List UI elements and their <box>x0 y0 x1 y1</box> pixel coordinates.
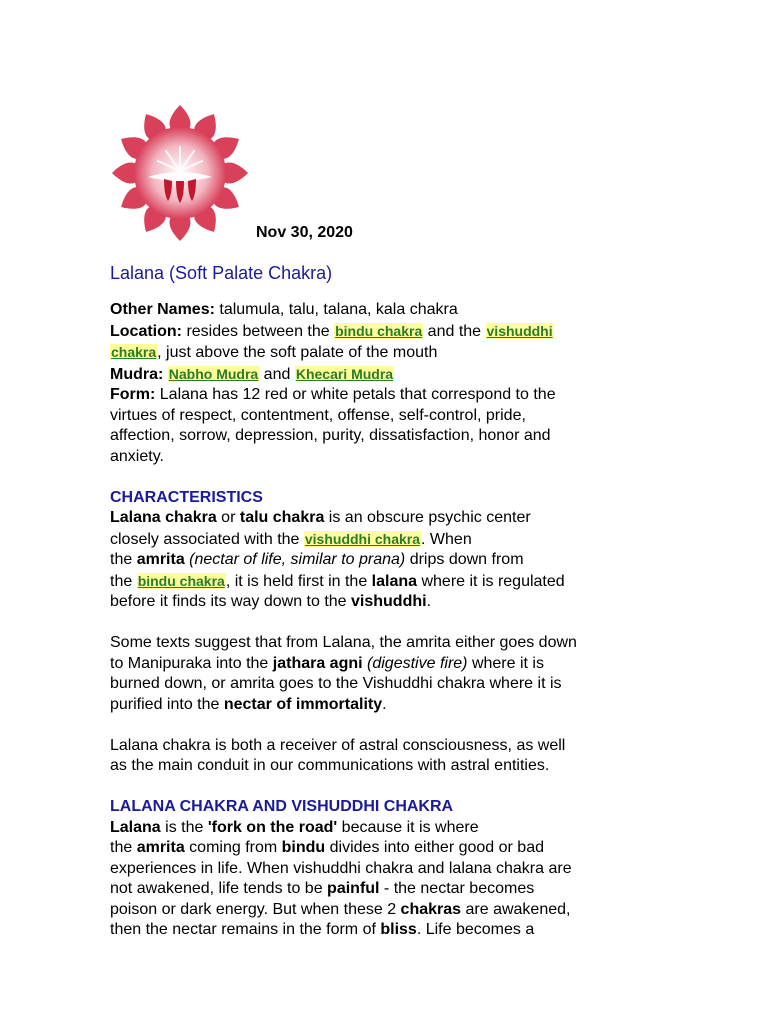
page-title: Lalana (Soft Palate Chakra) <box>110 263 333 283</box>
form-line: Form: Lalana has 12 red or white petals that correspond to the <box>110 386 556 403</box>
sec2-line-6: then the nectar remains in the form of bliss. Life becomes a <box>110 921 535 938</box>
para3-line-1: Lalana chakra is both a receiver of astral consciousness, as well <box>110 736 566 754</box>
nabho-mudra-link[interactable]: Nabho Mudra <box>168 365 259 382</box>
characteristics-heading: CHARACTERISTICS <box>110 488 263 506</box>
form-line-3: affection, sorrow, depression, purity, dissatisfaction, honor and <box>110 427 551 444</box>
location-line: Location: resides between the bindu chakra and the vishuddhi <box>110 322 553 340</box>
lotus-chakra-icon <box>108 103 252 243</box>
vishuddhi-chakra-link-cont[interactable]: chakra <box>111 344 157 360</box>
vishuddhi-chakra-link[interactable]: vishuddhi <box>486 322 553 339</box>
char-line-3: the amrita (nectar of life, similar to prana) drips down from <box>110 551 524 568</box>
char-line-2: closely associated with the vishuddhi chakra. When <box>110 530 472 548</box>
char-line-1: Lalana chakra or talu chakra is an obscure psychic center <box>110 509 531 526</box>
para2-line-1: Some texts suggest that from Lalana, the amrita either goes down <box>110 634 577 651</box>
section2-heading: LALANA CHAKRA AND VISHUDDHI CHAKRA <box>110 798 454 815</box>
vishuddhi-chakra-link-2[interactable]: vishuddhi chakra <box>304 530 421 547</box>
sec2-line-4: not awakened, life tends to be painful - the nectar becomes <box>110 880 535 897</box>
post-date: Nov 30, 2020 <box>256 224 353 241</box>
sec2-line-2: the amrita coming from bindu divides into either good or bad <box>110 839 544 856</box>
para2-line-3: burned down, or amrita goes to the Vishuddhi chakra where it is <box>110 675 562 692</box>
sec2-line-5: poison or dark energy. But when these 2 chakras are awakened, <box>110 900 571 918</box>
sec2-line-3: experiences in life. When vishuddhi chakra and lalana chakra are <box>110 859 572 877</box>
char-line-4: the bindu chakra, it is held first in the lalana where it is regulated <box>110 572 565 590</box>
para2-line-2: to Manipuraka into the jathara agni (digestive fire) where it is <box>110 654 544 672</box>
mudra-line: Mudra: Nabho Mudra and Khecari Mudra <box>110 365 394 383</box>
bindu-chakra-link-2[interactable]: bindu chakra <box>137 572 225 589</box>
location-line-2: chakra, just above the soft palate of the mouth <box>111 344 438 361</box>
form-line-4: anxiety. <box>110 447 164 465</box>
para3-line-2: as the main conduit in our communications with astral entities. <box>110 757 550 774</box>
khecari-mudra-link[interactable]: Khecari Mudra <box>295 365 394 382</box>
article-body <box>110 260 670 941</box>
char-line-5: before it finds its way down to the vishuddhi. <box>110 593 432 610</box>
para2-line-4: purified into the nectar of immortality. <box>110 695 387 713</box>
form-line-2: virtues of respect, contentment, offense, self-control, pride, <box>110 406 526 424</box>
bindu-chakra-link[interactable]: bindu chakra <box>335 322 423 339</box>
other-names-line: Other Names: talumula, talu, talana, kala chakra <box>110 301 458 318</box>
sec2-line-1: Lalana is the 'fork on the road' because it is where <box>110 818 479 836</box>
